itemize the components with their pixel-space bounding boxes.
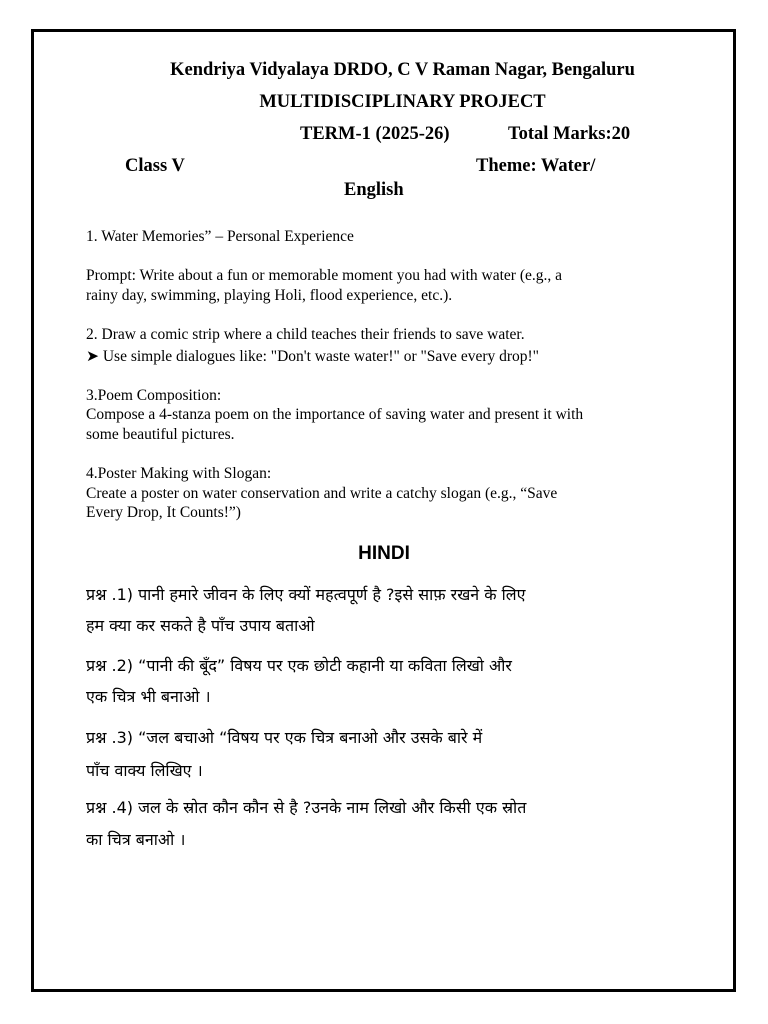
english-q4-line1: Create a poster on water conservation and write a catchy slogan (e.g., “Save: [86, 485, 558, 502]
term-label: TERM-1 (2025-26): [300, 124, 450, 144]
hindi-q2-line2: एक चित्र भी बनाओ ।: [86, 687, 211, 706]
theme-continuation: English: [344, 180, 404, 200]
hindi-q4-line1: प्रश्न .4) जल के स्रोत कौन कौन से है ?उनके नाम लिखो और किसी एक स्रोत: [86, 798, 527, 817]
total-marks: Total Marks:20: [508, 124, 631, 144]
hindi-q1-line1: प्रश्न .1) पानी हमारे जीवन के लिए क्यों महत्वपूर्ण है ?इसे साफ़ रखने के लिए: [86, 585, 526, 604]
hindi-q3-line2: पाँच वाक्य लिखिए ।: [86, 761, 203, 780]
hindi-q4-line2: का चित्र बनाओ ।: [86, 830, 186, 849]
english-q2-line1: 2. Draw a comic strip where a child teaches their friends to save water.: [86, 326, 525, 343]
hindi-q3-line1: प्रश्न .3) “जल बचाओ “विषय पर एक चित्र बनाओ और उसके बारे में: [86, 728, 483, 747]
hindi-q2-line1: प्रश्न .2) “पानी की बूँद” विषय पर एक छोटी कहानी या कविता लिखो और: [86, 656, 512, 675]
english-q3-line2: some beautiful pictures.: [86, 426, 235, 443]
english-q3-line1: Compose a 4-stanza poem on the importance of saving water and present it with: [86, 406, 584, 423]
theme-label: Theme: Water/: [476, 156, 596, 176]
english-q4-line2: Every Drop, It Counts!”): [86, 504, 241, 521]
school-name: Kendriya Vidyalaya DRDO, C V Raman Nagar, Bengaluru: [170, 60, 635, 80]
english-q4-title: 4.Poster Making with Slogan:: [86, 465, 272, 482]
english-q1-title: 1. Water Memories” – Personal Experience: [86, 228, 354, 245]
english-q3-title: 3.Poem Composition:: [86, 387, 222, 404]
class-label: Class V: [125, 156, 185, 176]
english-q1-prompt-line2: rainy day, swimming, playing Holi, flood experience, etc.).: [86, 287, 453, 304]
project-title: MULTIDISCIPLINARY PROJECT: [259, 92, 546, 112]
hindi-q1-line2: हम क्या कर सकते है पाँच उपाय बताओ: [86, 616, 315, 635]
english-q2-line2: ➤ Use simple dialogues like: "Don't waste water!" or "Save every drop!": [86, 348, 540, 365]
hindi-section-title: HINDI: [358, 543, 410, 564]
english-q1-prompt-line1: Prompt: Write about a fun or memorable moment you had with water (e.g., a: [86, 267, 563, 284]
